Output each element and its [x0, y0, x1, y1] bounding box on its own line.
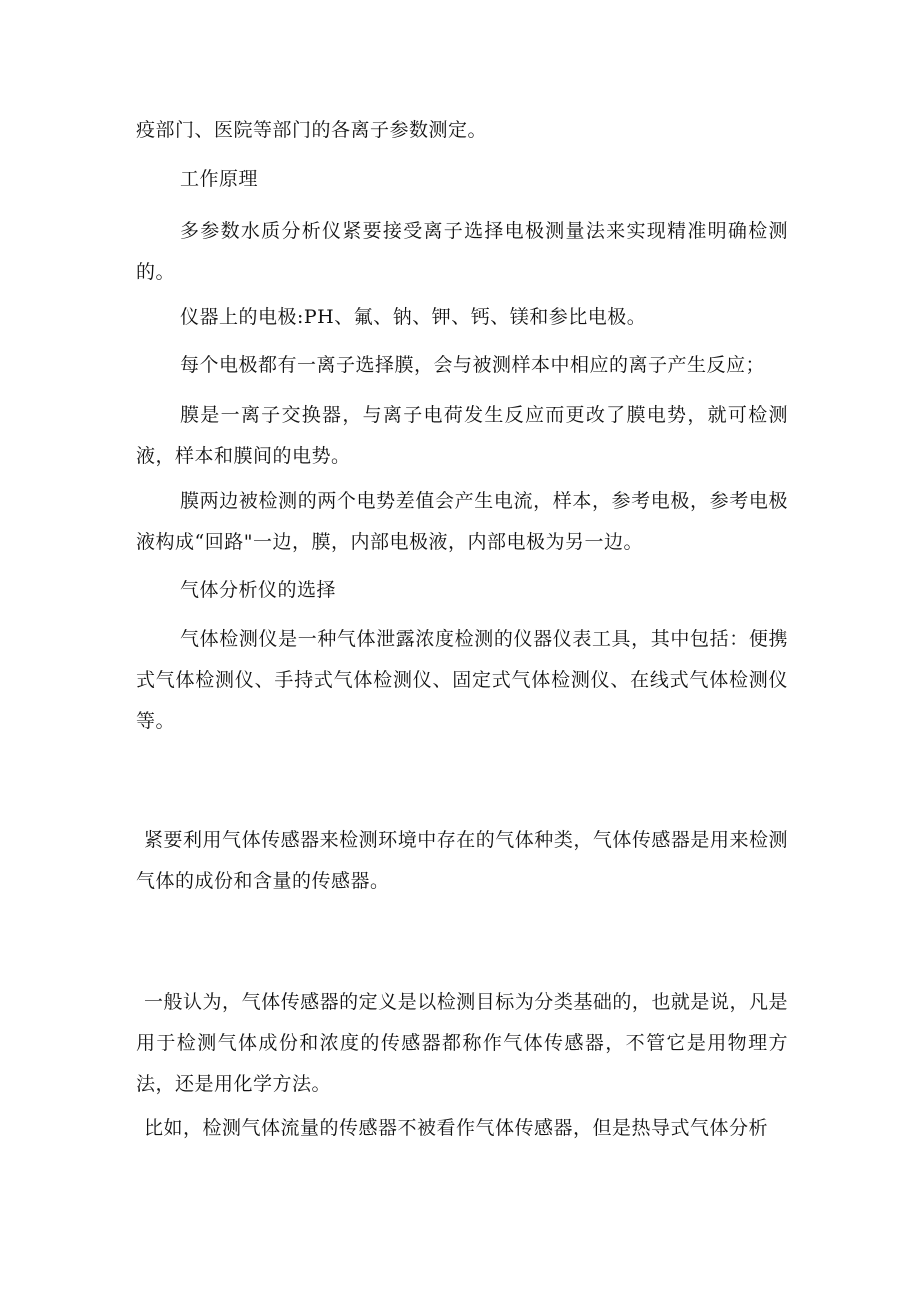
heading-gas-analyzer-selection: 气体分析仪的选择: [180, 579, 337, 601]
paragraph-7: 膜两边被检测的两个电势差值会产生电流，样本，参考电极，参考电极液构成“回路"一边，膜，内部电极液，内部电极为另一边。: [136, 490, 788, 553]
paragraph-10: 紧要利用气体传感器来检测环境中存在的气体种类，气体传感器是用来检测气体的成份和含量的传感器。: [136, 829, 788, 892]
paragraph-12: 比如，检测气体流量的传感器不被看作气体传感器，但是热导式气体分析: [144, 1117, 769, 1139]
paragraph-11: 一般认为，气体传感器的定义是以检测目标为分类基础的，也就是说，凡是用于检测气体成份和浓度的传感器都称作气体传感器，不管它是用物理方法，还是用化学方法。: [136, 991, 788, 1095]
paragraph-9: 气体检测仪是一种气体泄露浓度检测的仪器仪表工具，其中包括：便携式气体检测仪、手持式气体检测仪、固定式气体检测仪、在线式气体检测仪等。: [136, 628, 788, 732]
paragraph-1: 疫部门、医院等部门的各离子参数测定。: [136, 119, 488, 141]
paragraph-4: 仪器上的电极:PH、氟、钠、钾、钙、镁和参比电极。: [180, 306, 647, 328]
paragraph-6: 膜是一离子交换器，与离子电荷发生反应而更改了膜电势，就可检测液，样本和膜间的电势。: [136, 404, 788, 467]
paragraph-3: 多参数水质分析仪紧要接受离子选择电极测量法来实现精准明确检测的。: [136, 220, 788, 283]
heading-working-principle: 工作原理: [180, 168, 259, 190]
paragraph-5: 每个电极都有一离子选择膜，会与被测样本中相应的离子产生反应；: [180, 354, 766, 376]
